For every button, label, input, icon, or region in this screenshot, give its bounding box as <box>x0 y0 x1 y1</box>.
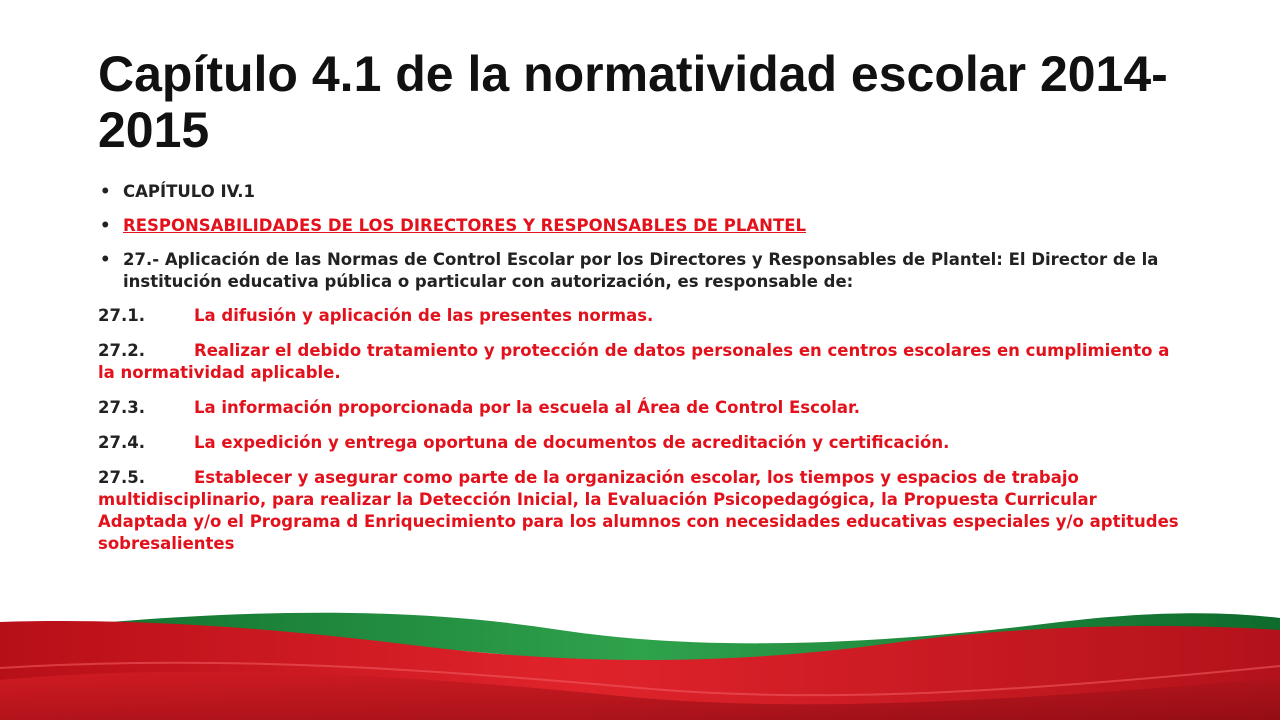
item-number: 27.1. <box>98 306 145 325</box>
item-text: Establecer y asegurar como parte de la organización escolar, los tiempos y espacios de trabajo multidisciplinario, para realizar la Detección Inicial, la Evaluación Psicopedagógica, la Propuesta Curricular Adaptada y/o el Programa d Enriquecimiento para los alumnos con necesidades educativas especiales y/o aptitudes sobresalientes <box>98 468 1179 553</box>
item-text: La expedición y entrega oportuna de documentos de acreditación y certificación. <box>194 433 950 452</box>
list-item-27-2 <box>98 340 1188 384</box>
slide-title: Capítulo 4.1 de la normatividad escolar 2014-2015 <box>98 46 1168 158</box>
list-item-27-5 <box>98 467 1188 555</box>
list-item-27-1 <box>98 305 1188 327</box>
item-text: Realizar el debido tratamiento y protección de datos personales en centros escolares en cumplimiento a la normatividad aplicable. <box>98 341 1170 382</box>
bullet-chapter-text: CAPÍTULO IV.1 <box>123 182 255 201</box>
list-item-27-3 <box>98 397 1188 419</box>
slide-body <box>98 181 1188 568</box>
item-number: 27.2. <box>98 341 145 360</box>
bullet-article-27 <box>98 249 1188 293</box>
item-text: La información proporcionada por la escuela al Área de Control Escolar. <box>194 398 861 417</box>
article-27-text: 27.- Aplicación de las Normas de Control Escolar por los Directores y Responsables de Plantel: El Director de la institución educativa pública o particular con autorización, es responsable de: <box>123 250 1159 291</box>
item-number: 27.3. <box>98 398 145 417</box>
item-number: 27.5. <box>98 468 145 487</box>
bullet-chapter <box>98 181 1188 203</box>
responsibilities-heading-text: RESPONSABILIDADES DE LOS DIRECTORES Y RESPONSABLES DE PLANTEL <box>123 216 807 235</box>
bullet-responsibilities-heading <box>98 215 1188 237</box>
list-item-27-4 <box>98 432 1188 454</box>
decorative-ribbon-footer <box>0 592 1280 720</box>
item-text: La difusión y aplicación de las presentes normas. <box>194 306 654 325</box>
item-number: 27.4. <box>98 433 145 452</box>
